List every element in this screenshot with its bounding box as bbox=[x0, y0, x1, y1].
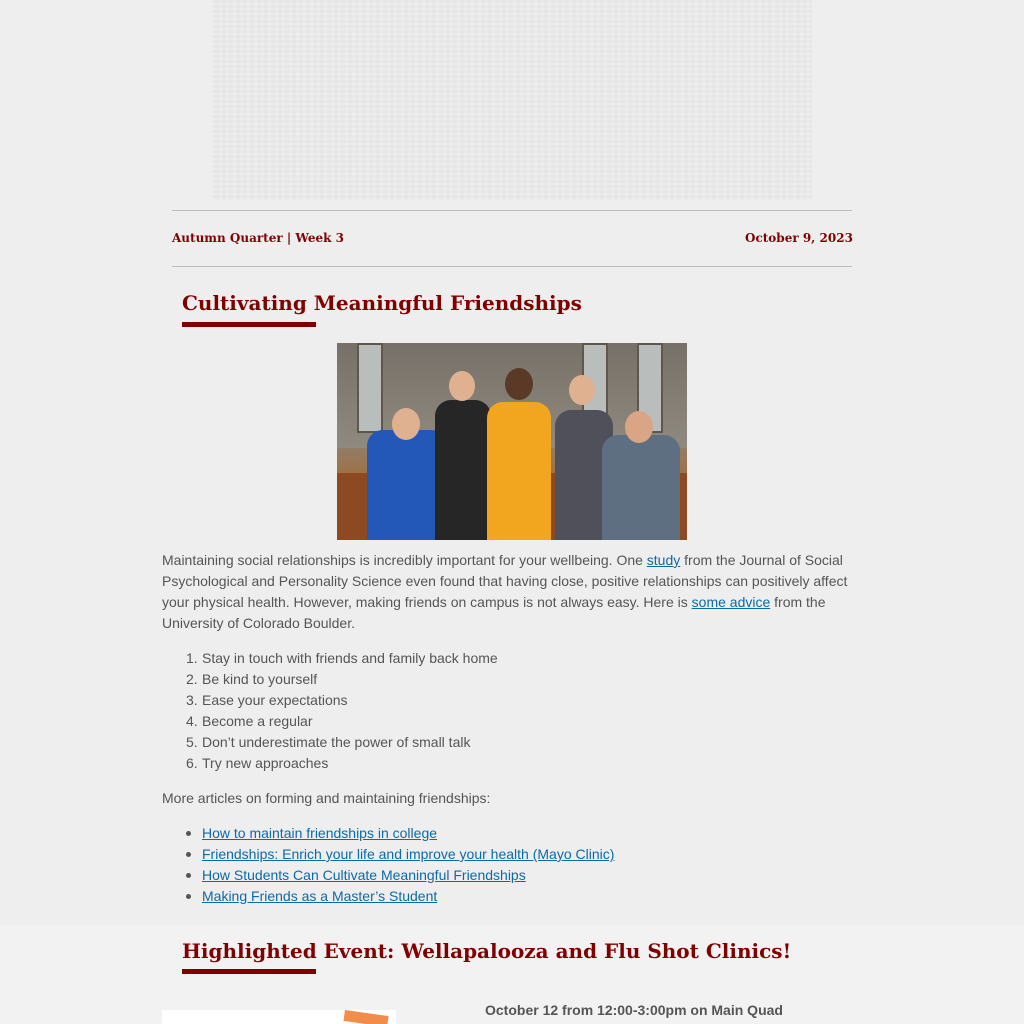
article-intro-text: from the Journal of Social Psychological and Personality Science even found that having close, positive relationships can positively affect your physical health. However, making friends on campus is not always easy. Here is bbox=[162, 552, 848, 610]
article-link-item bbox=[202, 844, 614, 865]
tip-text: Don’t underestimate the power of small talk bbox=[202, 734, 471, 750]
event-image bbox=[162, 1010, 396, 1024]
tip-text: Become a regular bbox=[202, 713, 313, 729]
event-title: Highlighted Event: Wellapalooza and Flu Shot Clinics! bbox=[182, 939, 792, 963]
tip-number: 4. bbox=[186, 713, 198, 729]
article-link-item bbox=[202, 886, 614, 907]
event-details: October 12 from 12:00-3:00pm on Main Quad bbox=[485, 1002, 783, 1018]
more-articles-list bbox=[202, 823, 614, 907]
article-intro-text: from the University of Colorado Boulder. bbox=[162, 594, 826, 631]
issue-quarter-week: Autumn Quarter | Week 3 bbox=[172, 231, 345, 245]
article-intro-text: Maintaining social relationships is incredibly important for your wellbeing. One bbox=[162, 552, 647, 568]
tip-number: 1. bbox=[186, 650, 198, 666]
tips-list bbox=[186, 648, 498, 774]
tip-item bbox=[186, 732, 498, 753]
issue-date: October 9, 2023 bbox=[745, 231, 853, 245]
photo-window bbox=[357, 343, 383, 433]
photo-head bbox=[449, 371, 475, 401]
photo-person bbox=[435, 400, 491, 540]
photo-head bbox=[505, 368, 533, 400]
event-image-tag bbox=[343, 1010, 388, 1024]
advice-link[interactable]: some advice bbox=[691, 594, 771, 610]
photo-person bbox=[602, 435, 680, 540]
article-link-item bbox=[202, 865, 614, 886]
header-divider-bottom bbox=[172, 266, 852, 267]
tip-number: 3. bbox=[186, 692, 198, 708]
tip-text: Stay in touch with friends and family back home bbox=[202, 650, 498, 666]
header-banner bbox=[212, 0, 812, 200]
tip-item bbox=[186, 711, 498, 732]
photo-person bbox=[487, 402, 551, 540]
photo-head bbox=[569, 375, 595, 405]
tip-text: Ease your expectations bbox=[202, 692, 348, 708]
article-link-item bbox=[202, 823, 614, 844]
bullet-icon bbox=[186, 894, 191, 899]
tip-item bbox=[186, 753, 498, 774]
tip-item bbox=[186, 690, 498, 711]
article-link[interactable]: Friendships: Enrich your life and improve your health (Mayo Clinic) bbox=[202, 846, 615, 862]
tip-text: Try new approaches bbox=[202, 755, 329, 771]
article-link[interactable]: How to maintain friendships in college bbox=[202, 825, 438, 841]
bullet-icon bbox=[186, 831, 191, 836]
article-title-underline bbox=[182, 322, 316, 327]
bullet-icon bbox=[186, 873, 191, 878]
article-link[interactable]: Making Friends as a Master’s Student bbox=[202, 888, 438, 904]
tip-item bbox=[186, 669, 498, 690]
article-link[interactable]: How Students Can Cultivate Meaningful Friendships bbox=[202, 867, 526, 883]
article-title: Cultivating Meaningful Friendships bbox=[182, 291, 582, 315]
tip-number: 5. bbox=[186, 734, 198, 750]
header-divider-top bbox=[172, 210, 852, 211]
tip-number: 2. bbox=[186, 671, 198, 687]
tip-number: 6. bbox=[186, 755, 198, 771]
tip-text: Be kind to yourself bbox=[202, 671, 318, 687]
more-articles-label: More articles on forming and maintaining friendships: bbox=[162, 790, 491, 806]
event-title-underline bbox=[182, 969, 316, 974]
bullet-icon bbox=[186, 852, 191, 857]
photo-head bbox=[392, 408, 420, 440]
article-photo bbox=[337, 343, 687, 540]
tip-item bbox=[186, 648, 498, 669]
photo-head bbox=[625, 411, 653, 443]
article-intro bbox=[162, 550, 862, 634]
study-link[interactable]: study bbox=[646, 552, 681, 568]
